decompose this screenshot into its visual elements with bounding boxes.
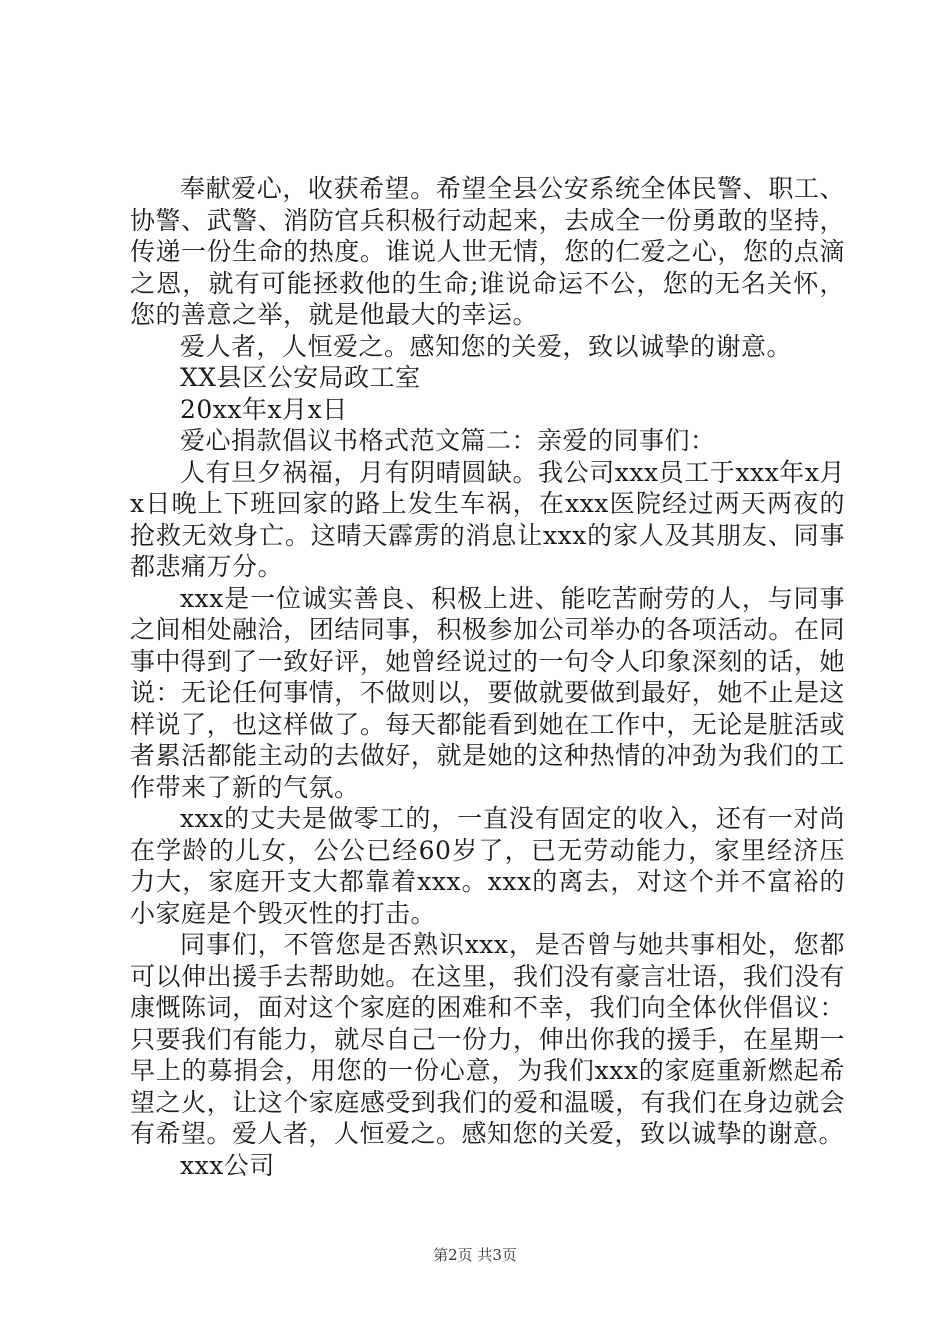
paragraph-thanks: 爱人者，人恒爱之。感知您的关爱，致以诚挚的谢意。 <box>180 331 793 361</box>
paragraph-proposal: 同事们，不管您是否熟识xxx，是否曾与她共事相处，您都可以伸出援手去帮助她。在这里，我们没有豪言壮语，我们没有康慨陈词，面对这个家庭的困难和不幸，我们向全体伙伴倡议：只要我们有能力，就尽自己一份力，伸出你我的援手，在星期一早上的募捐会，用您的一份心意，为我们xxx的家庭重新燃起希望之火，让这个家庭感受到我们的爱和温暖，有我们在身边就会有希望。爱人者，人恒爱之。感知您的关爱，致以诚挚的谢意。 <box>130 930 845 1148</box>
paragraph-appeal: 奉献爱心，收获希望。希望全县公安系统全体民警、职工、协警、武警、消防官兵积极行动起来，去成全一份勇敢的坚持，传递一份生命的热度。谁说人世无情，您的仁爱之心，您的点滴之恩，就有可能拯救他的生命;谁说命运不公，您的无名关怀，您的善意之举，就是他最大的幸运。 <box>130 174 845 329</box>
section-heading: 爱心捐款倡议书格式范文篇二：亲爱的同事们： <box>180 426 716 455</box>
paragraph-character: xxx是一位诚实善良、积极上进、能吃苦耐劳的人，与同事之间相处融洽，团结同事，积极参加公司举办的各项活动。在同事中得到了一致好评，她曾经说过的一句令人印象深刻的话，她说：无论任何事情，不做则以，要做就要做到最好，她不止是这样说了，也这样做了。每天都能看到她在工作中，无论是脏活或者累活都能主动的去做好，就是她的这种热情的冲劲为我们的工作带来了新的气氛。 <box>130 583 845 802</box>
paragraph-accident: 人有旦夕祸福，月有阴晴圆缺。我公司xxx员工于xxx年x月x日晚上下班回家的路上发生车祸，在xxx医院经过两天两夜的抢救无效身亡。这晴天霹雳的消息让xxx的家人及其朋友、同事都悲痛万分。 <box>130 457 845 581</box>
paragraph-family: xxx的丈夫是做零工的，一直没有固定的收入，还有一对尚在学龄的儿女，公公已经60岁了，已无劳动能力，家里经济压力大，家庭开支大都靠着xxx。xxx的离去，对这个并不富裕的小家庭是个毁灭性的打击。 <box>130 804 845 928</box>
page-number: 第2页 共3页 <box>433 1246 517 1264</box>
signature-date: 20xx年x月x日 <box>180 394 348 424</box>
signature-company: xxx公司 <box>180 1150 275 1180</box>
document-body <box>130 173 845 1181</box>
signature-organization: XX县区公安局政工室 <box>180 363 421 392</box>
